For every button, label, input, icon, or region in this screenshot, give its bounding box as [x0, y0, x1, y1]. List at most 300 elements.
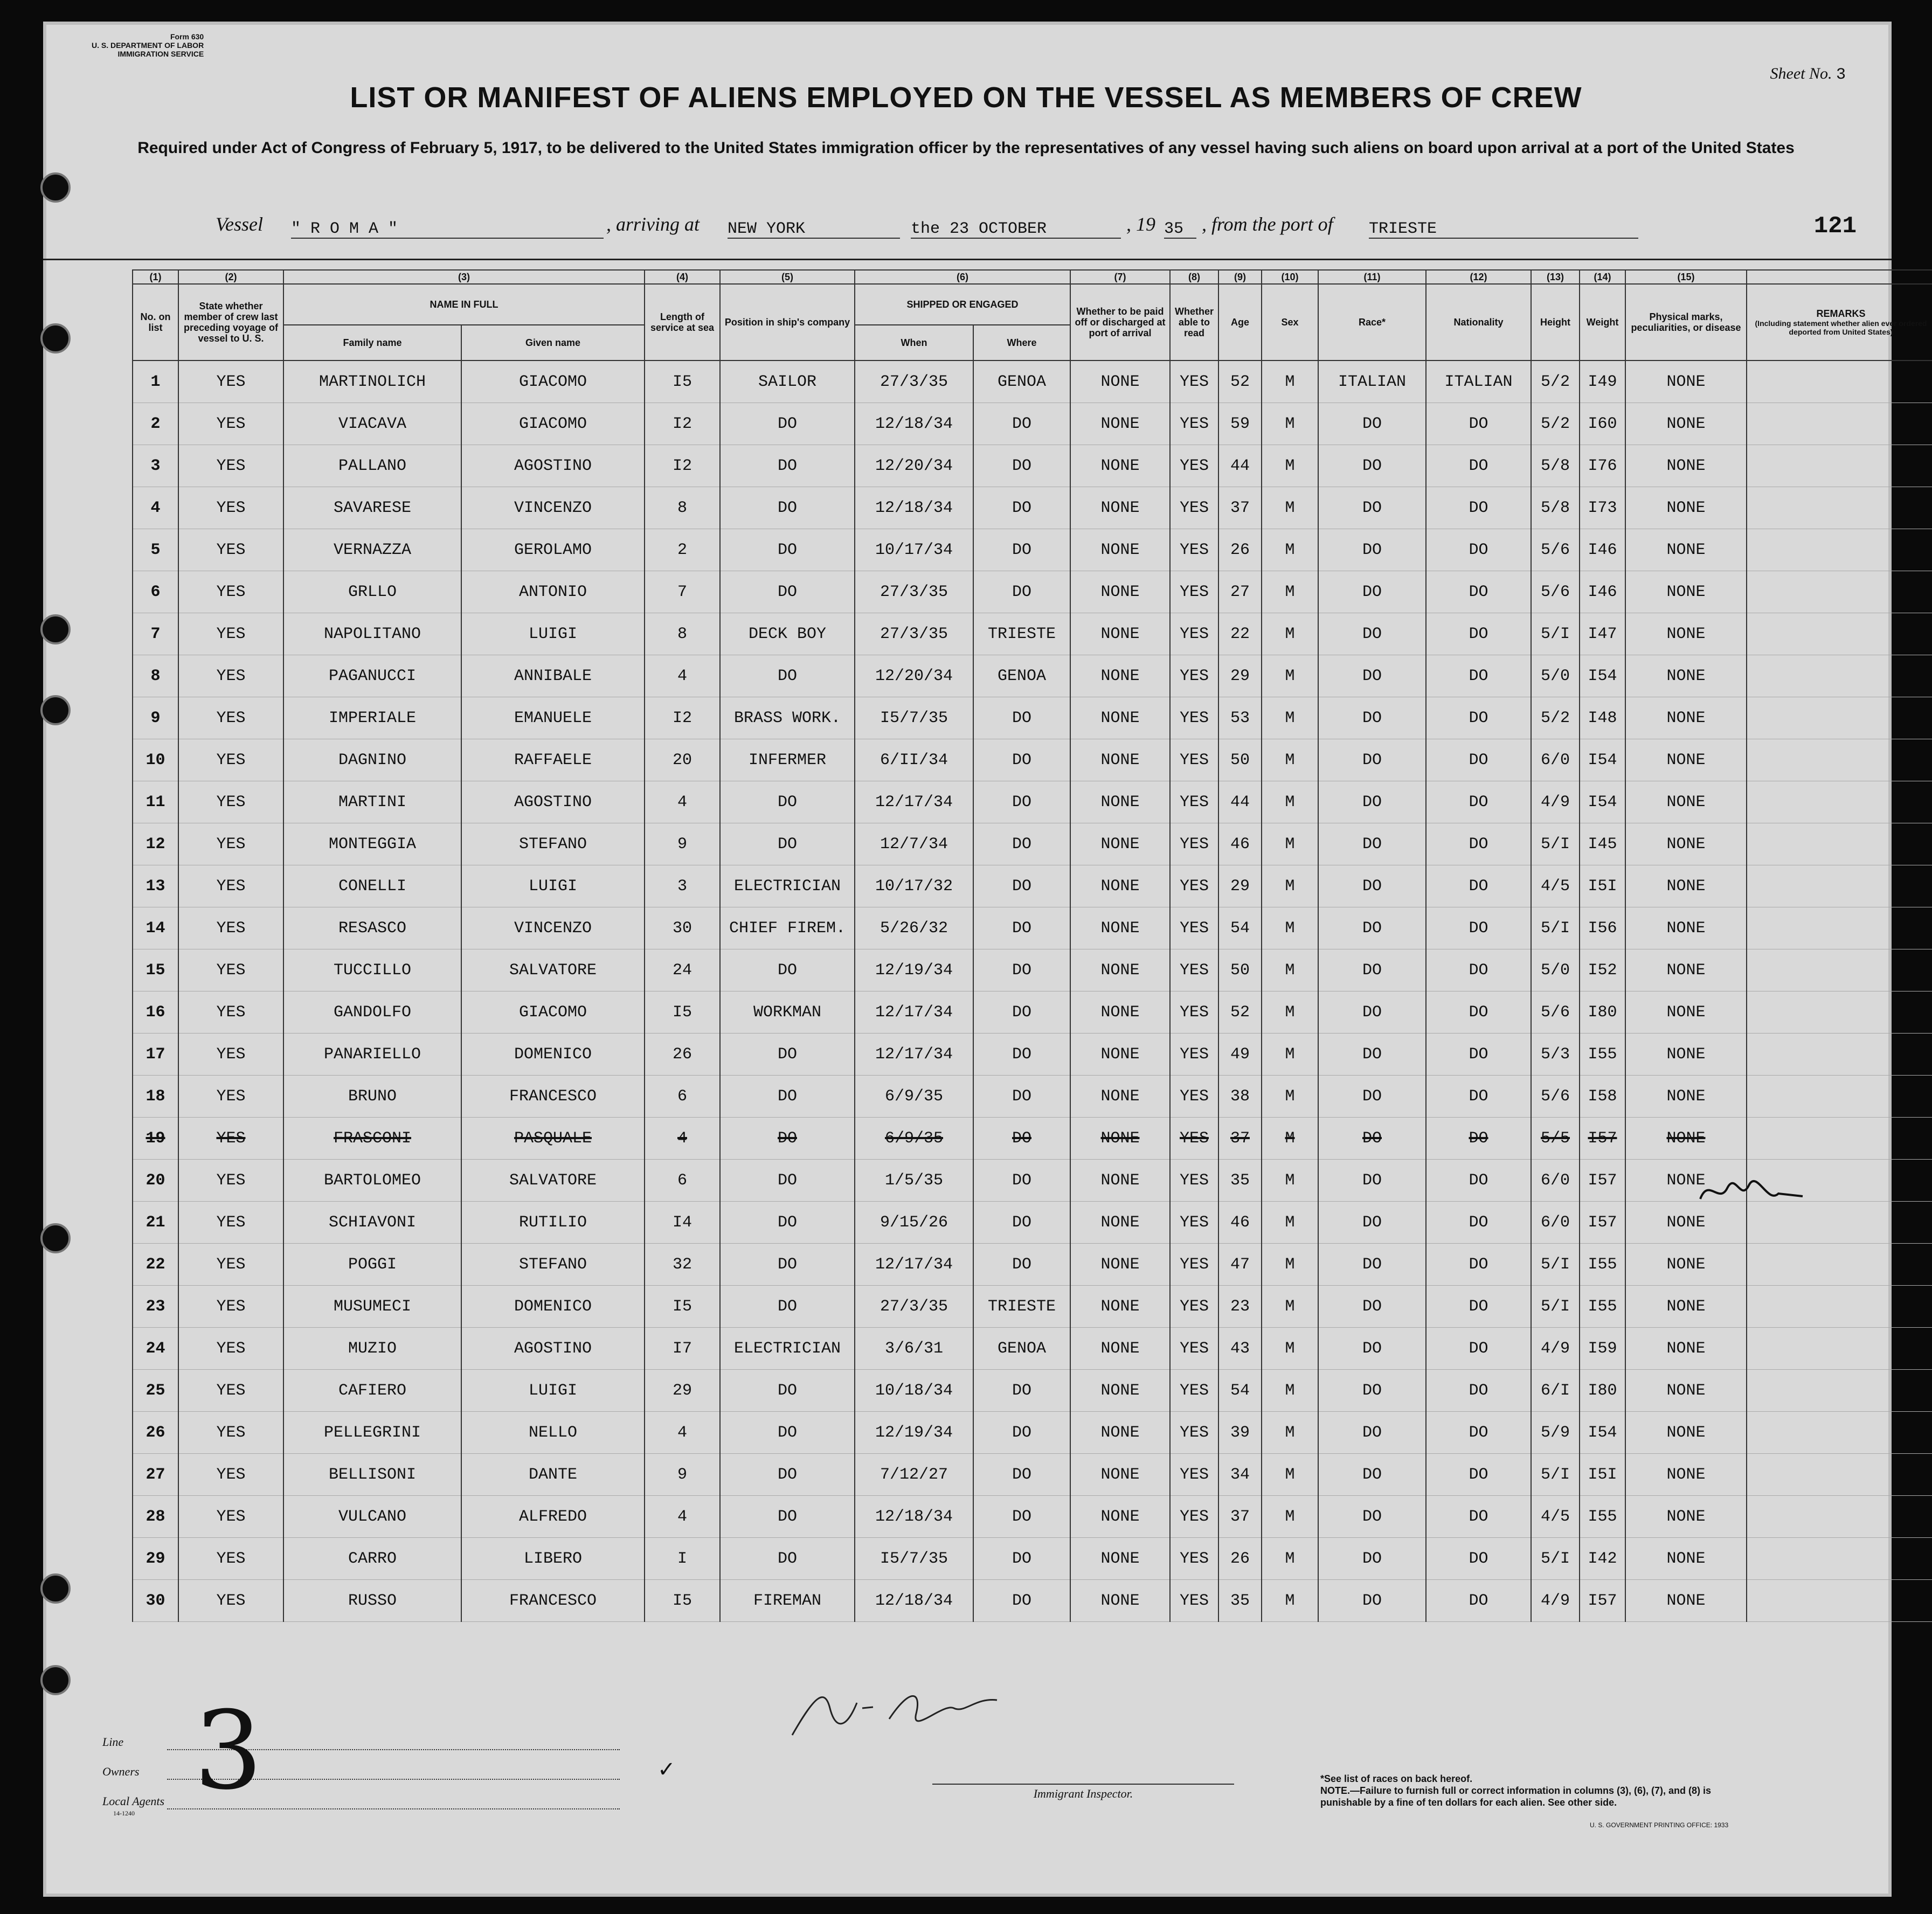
row-number: 12 [133, 823, 178, 865]
weight: I56 [1580, 907, 1625, 949]
family-name: PELLEGRINI [283, 1412, 461, 1454]
family-name: VULCANO [283, 1496, 461, 1538]
position: INFERMER [720, 739, 855, 781]
family-name: PALLANO [283, 445, 461, 487]
able-to-read: YES [1170, 487, 1218, 529]
height: 5/I [1531, 907, 1580, 949]
service-length: I5 [645, 1580, 720, 1622]
crew-row [133, 949, 1932, 991]
nationality: DO [1426, 1580, 1531, 1622]
agents-label: Local Agents [102, 1794, 165, 1808]
shipped-where: DO [973, 1076, 1070, 1118]
physical-marks: NONE [1625, 1244, 1747, 1286]
state-cell: YES [178, 991, 283, 1034]
race: DO [1318, 571, 1426, 613]
header-paid: Whether to be paid off or discharged at port of arrival [1070, 284, 1170, 360]
col-num: (8) [1170, 270, 1218, 284]
penalty-note: NOTE.—Failure to furnish full or correct information in columns (3), (6), (7), and (8) is punishable by a fine of ten dollars for each alien. See other side. [1320, 1785, 1712, 1808]
state-cell: YES [178, 1118, 283, 1160]
height: 4/9 [1531, 1328, 1580, 1370]
weight: I55 [1580, 1244, 1625, 1286]
physical-marks: NONE [1625, 781, 1747, 823]
given-name: STEFANO [461, 1244, 645, 1286]
shipped-where: DO [973, 991, 1070, 1034]
header-family: Family name [283, 325, 461, 360]
check-mark: ✓ [657, 1757, 676, 1781]
nationality: DO [1426, 1454, 1531, 1496]
remark-signature [1698, 1172, 1805, 1210]
race: DO [1318, 1328, 1426, 1370]
height: 4/5 [1531, 1496, 1580, 1538]
age: 37 [1218, 1496, 1262, 1538]
shipped-where: GENOA [973, 655, 1070, 697]
shipped-where: DO [973, 739, 1070, 781]
shipped-when: 12/18/34 [855, 487, 973, 529]
crew-row [133, 445, 1932, 487]
physical-marks: NONE [1625, 403, 1747, 445]
height: 6/0 [1531, 1202, 1580, 1244]
able-to-read: YES [1170, 613, 1218, 655]
crew-row [133, 1580, 1932, 1622]
given-name: AGOSTINO [461, 445, 645, 487]
physical-marks: NONE [1625, 360, 1747, 403]
col-num: (10) [1262, 270, 1318, 284]
state-cell: YES [178, 1538, 283, 1580]
arrival-year: 35 [1164, 213, 1196, 239]
able-to-read: YES [1170, 823, 1218, 865]
race: DO [1318, 1076, 1426, 1118]
weight: I57 [1580, 1160, 1625, 1202]
shipped-when: 10/18/34 [855, 1370, 973, 1412]
shipped-where: DO [973, 1244, 1070, 1286]
header-given: Given name [461, 325, 645, 360]
crew-row [133, 1244, 1932, 1286]
remarks [1747, 697, 1932, 739]
given-name: GIACOMO [461, 360, 645, 403]
race: DO [1318, 739, 1426, 781]
position: DO [720, 655, 855, 697]
height: 5/I [1531, 1286, 1580, 1328]
shipped-where: DO [973, 529, 1070, 571]
height: 4/5 [1531, 865, 1580, 907]
crew-row [133, 655, 1932, 697]
sex: M [1262, 739, 1318, 781]
header-no: No. on list [133, 284, 178, 360]
weight: I55 [1580, 1496, 1625, 1538]
weight: I58 [1580, 1076, 1625, 1118]
family-name: MARTINI [283, 781, 461, 823]
sex: M [1262, 655, 1318, 697]
shipped-when: 6/9/35 [855, 1118, 973, 1160]
position: DO [720, 1412, 855, 1454]
paid-off: NONE [1070, 1538, 1170, 1580]
crew-row [133, 529, 1932, 571]
row-number: 1 [133, 360, 178, 403]
sex: M [1262, 907, 1318, 949]
shipped-when: 10/17/32 [855, 865, 973, 907]
state-cell: YES [178, 1076, 283, 1118]
nationality: DO [1426, 1538, 1531, 1580]
service-length: I4 [645, 1202, 720, 1244]
able-to-read: YES [1170, 865, 1218, 907]
paid-off: NONE [1070, 445, 1170, 487]
able-to-read: YES [1170, 1454, 1218, 1496]
row-number: 3 [133, 445, 178, 487]
header-shipped: SHIPPED OR ENGAGED [855, 284, 1070, 325]
sex: M [1262, 403, 1318, 445]
paid-off: NONE [1070, 1580, 1170, 1622]
able-to-read: YES [1170, 1412, 1218, 1454]
nationality: DO [1426, 1328, 1531, 1370]
header-remarks [1747, 284, 1932, 360]
race: ITALIAN [1318, 360, 1426, 403]
shipped-when: 9/15/26 [855, 1202, 973, 1244]
crew-row [133, 1160, 1932, 1202]
weight: I54 [1580, 1412, 1625, 1454]
service-length: I2 [645, 403, 720, 445]
height: 5/I [1531, 1244, 1580, 1286]
physical-marks: NONE [1625, 1076, 1747, 1118]
service-length: I2 [645, 697, 720, 739]
service-length: 2 [645, 529, 720, 571]
position: WORKMAN [720, 991, 855, 1034]
sex: M [1262, 1370, 1318, 1412]
weight: I57 [1580, 1580, 1625, 1622]
crew-row [133, 613, 1932, 655]
owners-label: Owners [102, 1765, 140, 1778]
shipped-where: DO [973, 865, 1070, 907]
remarks [1747, 1244, 1932, 1286]
service-length: I5 [645, 991, 720, 1034]
height: 5/0 [1531, 949, 1580, 991]
shipped-when: 6/9/35 [855, 1076, 973, 1118]
position: DO [720, 1160, 855, 1202]
department: U. S. DEPARTMENT OF LABOR [92, 41, 204, 50]
given-name: AGOSTINO [461, 781, 645, 823]
shipped-when: 10/17/34 [855, 529, 973, 571]
weight: I54 [1580, 739, 1625, 781]
header-height: Height [1531, 284, 1580, 360]
shipped-where: DO [973, 1412, 1070, 1454]
crew-row [133, 1328, 1932, 1370]
row-number: 18 [133, 1076, 178, 1118]
crew-row [133, 1370, 1932, 1412]
footnotes [1320, 1773, 1762, 1808]
height: 5/2 [1531, 403, 1580, 445]
height: 5/0 [1531, 655, 1580, 697]
able-to-read: YES [1170, 739, 1218, 781]
weight: I76 [1580, 445, 1625, 487]
given-name: SALVATORE [461, 949, 645, 991]
header-rule [43, 259, 1892, 260]
family-name: PANARIELLO [283, 1034, 461, 1076]
race: DO [1318, 529, 1426, 571]
nationality: DO [1426, 1244, 1531, 1286]
family-name: IMPERIALE [283, 697, 461, 739]
state-cell: YES [178, 445, 283, 487]
age: 35 [1218, 1160, 1262, 1202]
crew-row [133, 1286, 1932, 1328]
position: DO [720, 1454, 855, 1496]
paid-off: NONE [1070, 1118, 1170, 1160]
nationality: DO [1426, 1118, 1531, 1160]
service-length: 4 [645, 781, 720, 823]
service-length: 4 [645, 1118, 720, 1160]
position: DO [720, 1076, 855, 1118]
column-header-row [133, 284, 1932, 325]
race: DO [1318, 655, 1426, 697]
height: 5/I [1531, 613, 1580, 655]
page-number: 121 [1813, 213, 1857, 240]
family-name: RESASCO [283, 907, 461, 949]
physical-marks: NONE [1625, 1160, 1747, 1202]
weight: I54 [1580, 781, 1625, 823]
paid-off: NONE [1070, 781, 1170, 823]
shipped-when: 12/19/34 [855, 949, 973, 991]
family-name: TUCCILLO [283, 949, 461, 991]
family-name: GRLLO [283, 571, 461, 613]
height: 5/5 [1531, 1118, 1580, 1160]
sex: M [1262, 571, 1318, 613]
position: DO [720, 487, 855, 529]
family-name: NAPOLITANO [283, 613, 461, 655]
nationality: DO [1426, 403, 1531, 445]
age: 26 [1218, 529, 1262, 571]
shipped-when: I5/7/35 [855, 1538, 973, 1580]
crew-row [133, 781, 1932, 823]
shipped-where: TRIESTE [973, 1286, 1070, 1328]
position: DO [720, 1496, 855, 1538]
shipped-when: 27/3/35 [855, 360, 973, 403]
position: FIREMAN [720, 1580, 855, 1622]
nationality: DO [1426, 1370, 1531, 1412]
shipped-where: DO [973, 403, 1070, 445]
paid-off: NONE [1070, 403, 1170, 445]
age: 27 [1218, 571, 1262, 613]
paid-off: NONE [1070, 571, 1170, 613]
paid-off: NONE [1070, 1202, 1170, 1244]
header-marks: Physical marks, peculiarities, or disease [1625, 284, 1747, 360]
state-cell: YES [178, 1034, 283, 1076]
service-length: 20 [645, 739, 720, 781]
nationality: DO [1426, 949, 1531, 991]
row-number: 28 [133, 1496, 178, 1538]
physical-marks: NONE [1625, 907, 1747, 949]
punch-hole [40, 1223, 71, 1253]
remarks [1747, 1538, 1932, 1580]
row-number: 30 [133, 1580, 178, 1622]
service-length: 7 [645, 571, 720, 613]
paid-off: NONE [1070, 1244, 1170, 1286]
given-name: EMANUELE [461, 697, 645, 739]
sex: M [1262, 1118, 1318, 1160]
race: DO [1318, 1580, 1426, 1622]
shipped-when: 12/19/34 [855, 1412, 973, 1454]
row-number: 5 [133, 529, 178, 571]
sex: M [1262, 697, 1318, 739]
race: DO [1318, 823, 1426, 865]
year-label: , 19 [1126, 213, 1155, 235]
able-to-read: YES [1170, 1286, 1218, 1328]
crew-row [133, 487, 1932, 529]
punch-hole [40, 695, 71, 725]
state-cell: YES [178, 1454, 283, 1496]
able-to-read: YES [1170, 529, 1218, 571]
row-number: 4 [133, 487, 178, 529]
service-length: 3 [645, 865, 720, 907]
shipped-where: DO [973, 781, 1070, 823]
weight: I73 [1580, 487, 1625, 529]
race: DO [1318, 1454, 1426, 1496]
remarks [1747, 487, 1932, 529]
physical-marks: NONE [1625, 571, 1747, 613]
paid-off: NONE [1070, 991, 1170, 1034]
given-name: ANTONIO [461, 571, 645, 613]
position: DO [720, 949, 855, 991]
able-to-read: YES [1170, 360, 1218, 403]
paid-off: NONE [1070, 865, 1170, 907]
shipped-where: DO [973, 1202, 1070, 1244]
physical-marks: NONE [1625, 1328, 1747, 1370]
agents-code: 14-1240 [113, 1809, 135, 1817]
age: 29 [1218, 655, 1262, 697]
remarks [1747, 1076, 1932, 1118]
able-to-read: YES [1170, 1244, 1218, 1286]
header-name: NAME IN FULL [283, 284, 645, 325]
able-to-read: YES [1170, 1118, 1218, 1160]
shipped-when: 12/17/34 [855, 1244, 973, 1286]
nationality: DO [1426, 907, 1531, 949]
family-name: PAGANUCCI [283, 655, 461, 697]
family-name: VERNAZZA [283, 529, 461, 571]
header-read: Whether able to read [1170, 284, 1218, 360]
physical-marks: NONE [1625, 445, 1747, 487]
nationality: DO [1426, 655, 1531, 697]
shipped-when: 27/3/35 [855, 613, 973, 655]
sex: M [1262, 949, 1318, 991]
state-cell: YES [178, 907, 283, 949]
row-number: 21 [133, 1202, 178, 1244]
shipped-when: 12/17/34 [855, 991, 973, 1034]
row-number: 2 [133, 403, 178, 445]
sex: M [1262, 529, 1318, 571]
printer-imprint: U. S. GOVERNMENT PRINTING OFFICE: 1933 [1590, 1821, 1729, 1829]
shipped-where: DO [973, 907, 1070, 949]
header-length: Length of service at sea [645, 284, 720, 360]
race: DO [1318, 907, 1426, 949]
service-length: I2 [645, 445, 720, 487]
position: DO [720, 1286, 855, 1328]
vessel-label: Vessel [216, 213, 263, 235]
remarks [1747, 1580, 1932, 1622]
family-name: RUSSO [283, 1580, 461, 1622]
row-number: 16 [133, 991, 178, 1034]
weight: I48 [1580, 697, 1625, 739]
line-label: Line [102, 1735, 124, 1749]
footer [102, 1688, 1881, 1859]
row-number: 6 [133, 571, 178, 613]
position: DO [720, 1118, 855, 1160]
race: DO [1318, 1118, 1426, 1160]
remarks [1747, 1118, 1932, 1160]
row-number: 14 [133, 907, 178, 949]
age: 59 [1218, 403, 1262, 445]
given-name: GEROLAMO [461, 529, 645, 571]
height: 5/6 [1531, 571, 1580, 613]
physical-marks: NONE [1625, 1496, 1747, 1538]
paid-off: NONE [1070, 360, 1170, 403]
service-length: I5 [645, 360, 720, 403]
remarks [1747, 907, 1932, 949]
sex: M [1262, 1328, 1318, 1370]
height: 5/I [1531, 1538, 1580, 1580]
state-cell: YES [178, 1580, 283, 1622]
sex: M [1262, 1244, 1318, 1286]
position: CHIEF FIREM. [720, 907, 855, 949]
weight: I55 [1580, 1286, 1625, 1328]
nationality: DO [1426, 571, 1531, 613]
col-num: (4) [645, 270, 720, 284]
weight: I55 [1580, 1034, 1625, 1076]
arrival-date: the 23 OCTOBER [911, 213, 1121, 239]
col-num: (5) [720, 270, 855, 284]
row-number: 25 [133, 1370, 178, 1412]
service-length: 8 [645, 487, 720, 529]
able-to-read: YES [1170, 907, 1218, 949]
position: DO [720, 445, 855, 487]
sex: M [1262, 991, 1318, 1034]
race: DO [1318, 1286, 1426, 1328]
vessel-name: " R O M A " [291, 213, 604, 239]
nationality: DO [1426, 1034, 1531, 1076]
given-name: VINCENZO [461, 907, 645, 949]
remarks [1747, 865, 1932, 907]
weight: I57 [1580, 1202, 1625, 1244]
weight: I5I [1580, 1454, 1625, 1496]
given-name: GIACOMO [461, 403, 645, 445]
given-name: ANNIBALE [461, 655, 645, 697]
shipped-when: 12/20/34 [855, 445, 973, 487]
height: 5/9 [1531, 1412, 1580, 1454]
height: 5/3 [1531, 1034, 1580, 1076]
col-num: (9) [1218, 270, 1262, 284]
age: 38 [1218, 1076, 1262, 1118]
paid-off: NONE [1070, 1076, 1170, 1118]
given-name: ALFREDO [461, 1496, 645, 1538]
weight: I59 [1580, 1328, 1625, 1370]
given-name: DOMENICO [461, 1286, 645, 1328]
remarks [1747, 739, 1932, 781]
sex: M [1262, 1538, 1318, 1580]
state-cell: YES [178, 781, 283, 823]
paid-off: NONE [1070, 1496, 1170, 1538]
position: DO [720, 1244, 855, 1286]
shipped-when: 12/7/34 [855, 823, 973, 865]
physical-marks: NONE [1625, 613, 1747, 655]
family-name: BARTOLOMEO [283, 1160, 461, 1202]
crew-row [133, 1538, 1932, 1580]
race: DO [1318, 613, 1426, 655]
remarks [1747, 571, 1932, 613]
age: 23 [1218, 1286, 1262, 1328]
physical-marks: NONE [1625, 697, 1747, 739]
nationality: DO [1426, 823, 1531, 865]
position: SAILOR [720, 360, 855, 403]
position: DO [720, 571, 855, 613]
nationality: DO [1426, 1412, 1531, 1454]
race: DO [1318, 991, 1426, 1034]
paid-off: NONE [1070, 949, 1170, 991]
